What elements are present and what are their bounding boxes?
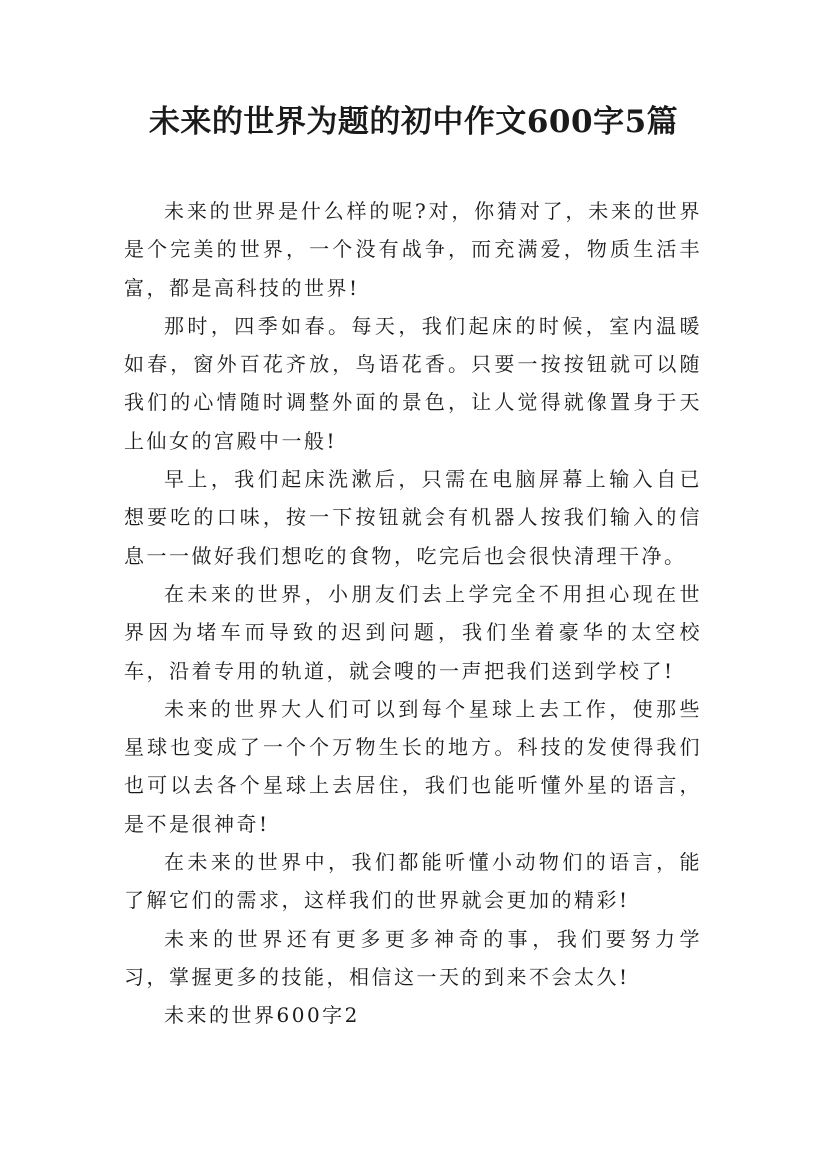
paragraph: 在未来的世界中，我们都能听懂小动物们的语言，能了解它们的需求，这样我们的世界就会更加的精彩! — [124, 850, 702, 913]
paragraph: 那时，四季如春。每天，我们起床的时候，室内温暖如春，窗外百花齐放，鸟语花香。只要一按按钮就可以随我们的心情随时调整外面的景色，让人觉得就像置身于天上仙女的宫殿中一般! — [124, 313, 702, 453]
document-body — [124, 192, 702, 1035]
paragraph: 未来的世界还有更多更多神奇的事，我们要努力学习，掌握更多的技能，相信这一天的到来不会太久! — [124, 926, 702, 989]
paragraph: 在未来的世界，小朋友们去上学完全不用担心现在世界因为堵车而导致的迟到问题，我们坐着豪华的太空校车，沿着专用的轨道，就会嗖的一声把我们送到学校了! — [124, 581, 702, 683]
document-title: 未来的世界为题的初中作文600字5篇 — [148, 104, 679, 140]
paragraph: 早上，我们起床洗漱后，只需在电脑屏幕上输入自已想要吃的口味，按一下按钮就会有机器人按我们输入的信息一一做好我们想吃的食物，吃完后也会很快清理干净。 — [124, 467, 702, 568]
paragraph: 未来的世界大人们可以到每个星球上去工作，使那些星球也变成了一个个万物生长的地方。科技的发使得我们也可以去各个星球上去居住，我们也能听懂外星的语言，是不是很神奇! — [124, 696, 702, 836]
section-heading: 未来的世界600字2 — [164, 1003, 360, 1028]
paragraph: 未来的世界是什么样的呢?对，你猜对了，未来的世界是个完美的世界，一个没有战争，而充满爱，物质生活丰富，都是高科技的世界! — [124, 199, 702, 300]
